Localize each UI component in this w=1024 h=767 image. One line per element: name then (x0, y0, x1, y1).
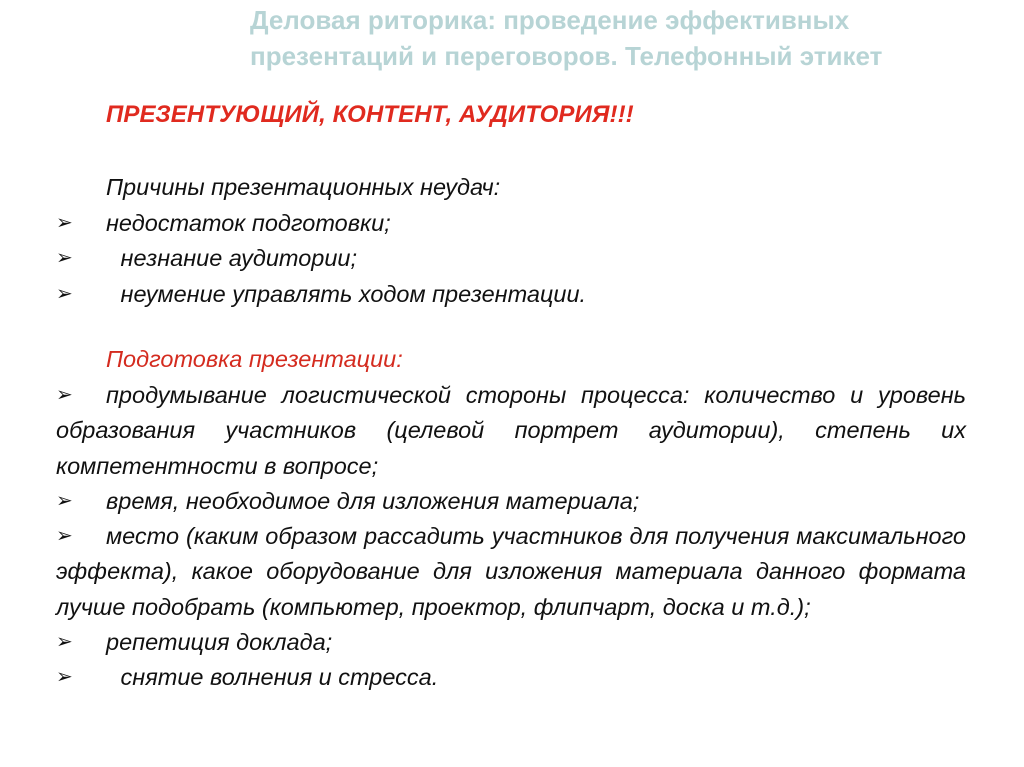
list-item (56, 484, 966, 519)
reasons-section (56, 170, 966, 312)
slide-headline: ПРЕЗЕНТУЮЩИЙ, КОНТЕНТ, АУДИТОРИЯ!!! (106, 101, 634, 128)
list-item-text: снятие волнения и стресса. (114, 664, 439, 691)
list-item-text: репетиция доклада; (106, 629, 333, 656)
arrowhead-bullet-icon: ➢ (56, 384, 73, 406)
list-item (56, 241, 966, 276)
list-item (56, 660, 966, 695)
list-item (56, 277, 966, 312)
preparation-section (56, 342, 966, 696)
list-item-text: недостаток подготовки; (106, 210, 391, 236)
arrowhead-bullet-icon: ➢ (56, 212, 73, 234)
list-item (56, 519, 966, 625)
list-item-text: неумение управлять ходом презентации. (114, 280, 587, 307)
arrowhead-bullet-icon: ➢ (56, 525, 73, 548)
arrowhead-bullet-icon: ➢ (56, 282, 73, 305)
list-item (56, 206, 966, 241)
slide-title: Деловая риторика: проведение эффективных презентаций и переговоров. Телефонный этикет (250, 5, 883, 71)
arrowhead-bullet-icon: ➢ (56, 631, 73, 654)
reasons-heading: Причины презентационных неудач: (106, 174, 501, 200)
list-item-text: незнание аудитории; (114, 245, 358, 272)
arrowhead-bullet-icon: ➢ (56, 489, 73, 512)
preparation-heading: Подготовка презентации: (106, 346, 403, 372)
list-item-text: время, необходимое для изложения материала; (106, 487, 640, 514)
list-item (56, 625, 966, 660)
list-item-text: место (каким образом рассадить участников для получения максимального эффекта), какое оборудование для изложения материала данного формата лучше подобрать (компьютер, проектор, флипчарт, доска и т.д.); (56, 523, 966, 620)
arrowhead-bullet-icon: ➢ (56, 247, 73, 270)
list-item (56, 378, 966, 484)
list-item-text: продумывание логистической стороны процесса: количество и уровень образования участников (целевой портрет аудитории), степень их компетентности в вопросе; (56, 382, 966, 479)
arrowhead-bullet-icon: ➢ (56, 666, 73, 689)
